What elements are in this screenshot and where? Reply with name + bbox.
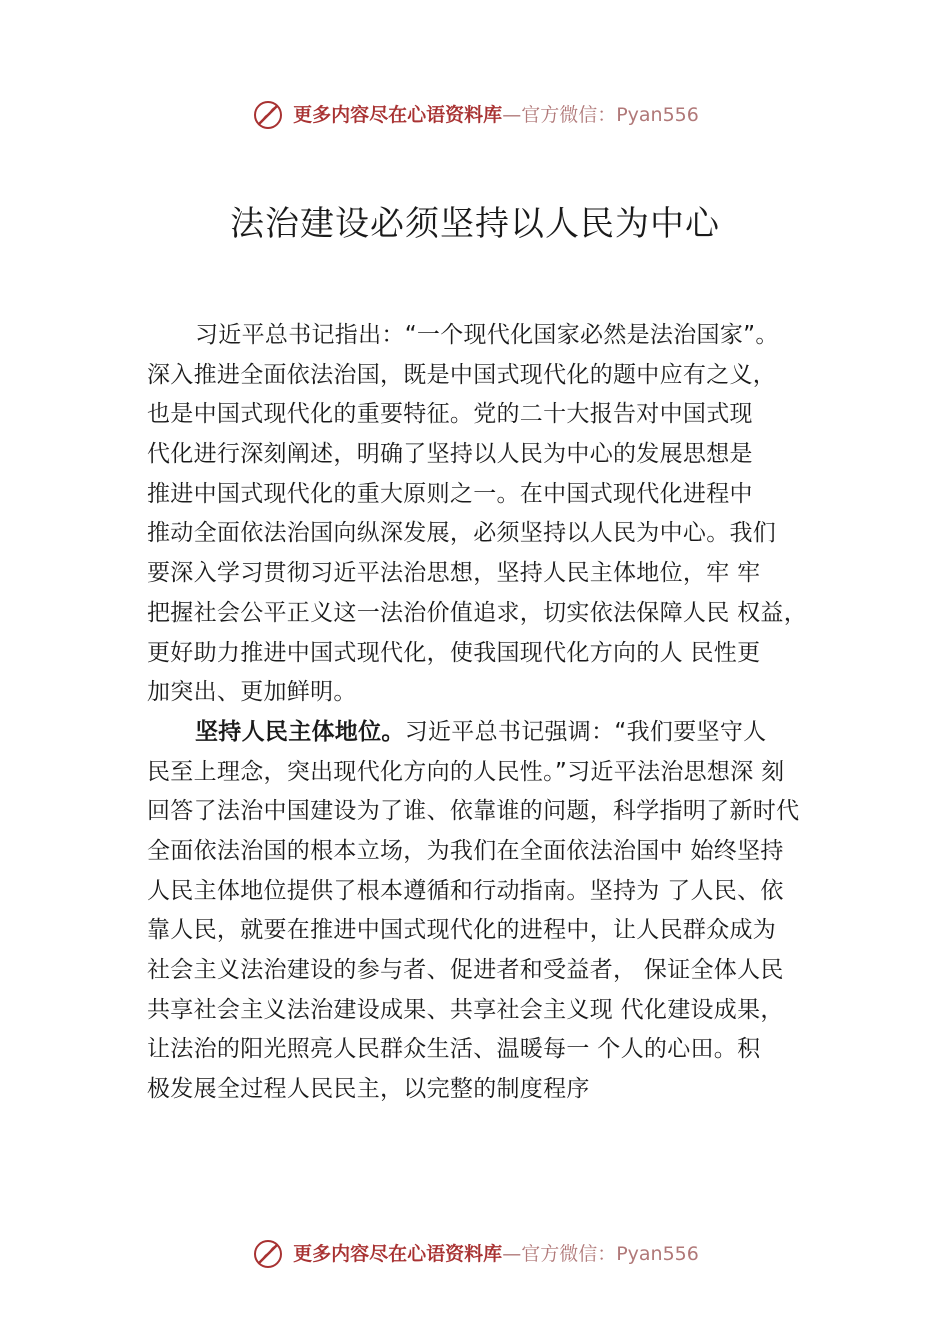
body-line: 深入推进全面依法治国，既是中国式现代化的题中应有之义， (147, 361, 777, 388)
body-line-rest: 习近平总书记强调：“我们要坚守人 (404, 718, 767, 745)
quill-logo-icon (251, 98, 285, 132)
body-line: 人民主体地位提供了根本遵循和行动指南。坚持为 了人民、依 (147, 877, 784, 904)
document-title: 法治建设必须坚持以人民为中心 (230, 204, 720, 244)
body-line: 社会主义法治建设的参与者、促进者和受益者， 保证全体人民 (147, 957, 784, 983)
banner-wechat-id: Pyan556 (616, 1243, 699, 1265)
banner-brand-text: 更多内容尽在心语资料库 (293, 1243, 503, 1265)
header-banner (0, 98, 950, 132)
body-line: 回答了法治中国建设为了谁、依靠谁的问题，科学指明了新时代 (147, 798, 800, 825)
body-line: 共享社会主义法治建设成果、共享社会主义现 代化建设成果， (147, 996, 784, 1023)
banner-wechat-id: Pyan556 (616, 104, 699, 126)
footer-banner (0, 1237, 950, 1271)
body-line: 更好助力推进中国式现代化，使我国现代化方向的人 民性更 (147, 639, 761, 666)
body-line: 推进中国式现代化的重大原则之一。在中国式现代化进程中 (147, 480, 753, 507)
body-line: 代化进行深刻阐述，明确了坚持以人民为中心的发展思想是 (147, 441, 753, 468)
quill-logo-icon (251, 1237, 285, 1271)
banner-brand-text: 更多内容尽在心语资料库 (293, 104, 503, 126)
body-line: 把握社会公平正义这一法治价值追求，切实依法保障人民 权益， (147, 599, 808, 626)
body-line: 推动全面依法治国向纵深发展，必须坚持以人民为中心。我们 (147, 520, 777, 547)
document-body (147, 316, 847, 1110)
body-line: 民至上理念，突出现代化方向的人民性。”习近平法治思想深 刻 (147, 758, 785, 785)
body-line: 极发展全过程人民民主，以完整的制度程序 (147, 1076, 590, 1103)
section-heading: 坚持人民主体地位。 (195, 718, 405, 745)
body-line: 也是中国式现代化的重要特征。党的二十大报告对中国式现 (147, 401, 753, 428)
body-line: 全面依法治国的根本立场，为我们在全面依法治国中 始终坚持 (147, 837, 784, 864)
banner-wechat-label: 官方微信： (521, 1243, 617, 1265)
body-line: 靠人民，就要在推进中国式现代化的进程中，让人民群众成为 (147, 917, 777, 944)
paragraph-2-first-line (147, 713, 847, 753)
body-line: 加突出、更加鲜明。 (147, 679, 357, 706)
body-line: 习近平总书记指出：“一个现代化国家必然是法治国家”。 (195, 322, 779, 348)
body-line: 要深入学习贯彻习近平法治思想，坚持人民主体地位，牢 牢 (147, 560, 761, 587)
body-line: 让法治的阳光照亮人民群众生活、温暖每一 个人的心田。积 (147, 1036, 761, 1063)
banner-dash: — (502, 104, 522, 126)
banner-dash: — (502, 1243, 522, 1265)
banner-wechat-label: 官方微信： (521, 104, 617, 126)
